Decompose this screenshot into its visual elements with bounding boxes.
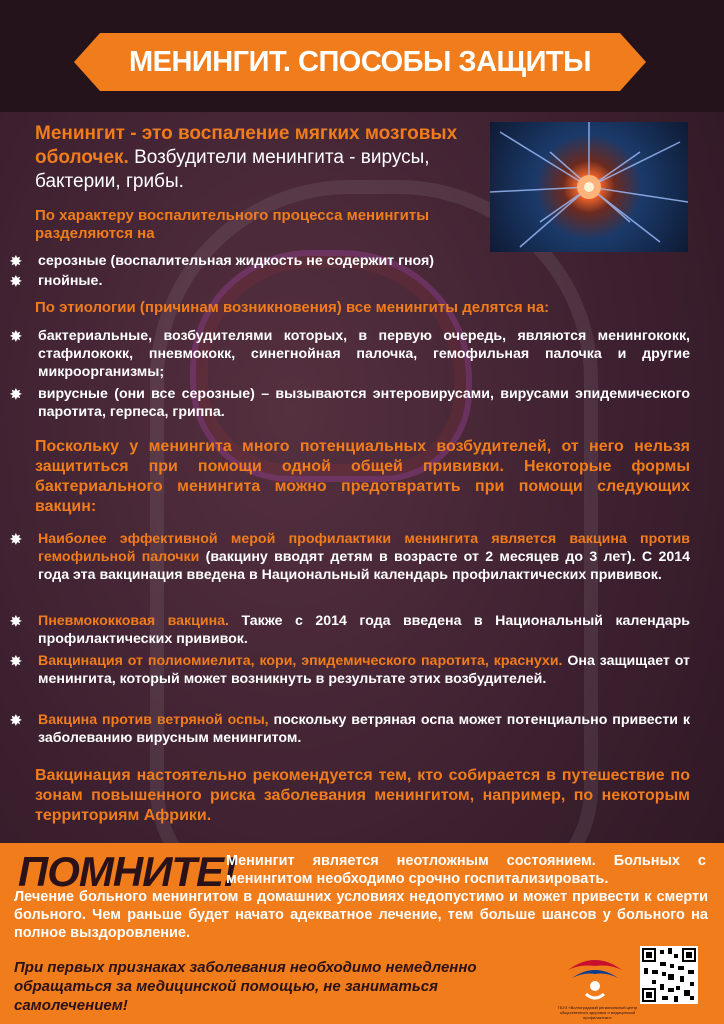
- bullet-icon: ✸: [10, 328, 22, 344]
- section3-heading: Поскольку у менингита много потенциальных возбудителей, от него нельзя защититься при помощи одной общей прививки. Некоторые формы бактериального менингита можно предотвратить при помощи следующих вакцин:: [35, 438, 690, 515]
- page-title: [100, 33, 620, 91]
- intro-pathogens: Возбудители менингита - вирусы, бактерии, грибы.: [35, 147, 430, 192]
- logo-caption: ГБУЗ «Волгоградский региональный центр общественного здоровья и медицинской профилактики»: [557, 1005, 638, 1020]
- list-item-text: бактериальные, возбудителями которых, в первую очередь, являются менингококк, стафилококк, пневмококк, синегнойная палочка, гемофильная палочка и другие микроорганизмы;: [38, 328, 690, 380]
- list-item: [10, 612, 691, 648]
- intro-definition: Менингит - это воспаление мягких мозговых оболочек.: [35, 123, 458, 168]
- list-item: [10, 273, 518, 289]
- qr-code[interactable]: [640, 946, 698, 1004]
- list-item-text: гнойные.: [38, 273, 103, 289]
- list-item: [10, 253, 518, 269]
- list-item: [10, 530, 691, 584]
- intro-block: [35, 122, 485, 194]
- title-part2: СПОСОБЫ ЗАЩИТЫ: [298, 46, 592, 78]
- title-part1: МЕНИНГИТ.: [128, 46, 291, 78]
- list-item: [10, 327, 690, 381]
- vaccine-description: (вакцину вводят детям в возрасте от 2 месяцев до 3 лет). С 2014 года эта вакцинация введена в Национальный календарь профилактических прививок.: [38, 549, 691, 583]
- list-item: [10, 711, 690, 747]
- vaccine-name: Наиболее эффективной мерой профилактики менингита является вакцина против гемофильной палочки: [38, 531, 690, 565]
- bullet-icon: ✸: [10, 712, 22, 728]
- bullet-icon: ✸: [10, 253, 22, 269]
- section2-heading: По этиологии (причинам возникновения) все менингиты делятся на:: [35, 299, 550, 316]
- vaccine-description: Она защищает от менингита, который может возникнуть в результате этих возбудителей.: [38, 653, 691, 687]
- remember-text-1: Менингит является неотложным состоянием. Больных с менингитом необходимо срочно госпитализировать.: [226, 853, 706, 887]
- remember-warning: При первых признаках заболевания необходимо немедленно обращаться за медицинской помощью, не заниматься самолечением!: [14, 959, 477, 1014]
- bullet-icon: ✸: [10, 386, 22, 402]
- list-item-text: серозные (воспалительная жидкость не содержит гноя): [38, 253, 435, 269]
- vaccine-name: Вакцинация от полиомиелита, кори, эпидемического паротита, краснухи.: [38, 653, 563, 669]
- vaccine-name: Пневмококковая вакцина.: [38, 613, 229, 629]
- bullet-icon: ✸: [10, 531, 22, 547]
- bullet-icon: ✸: [10, 613, 22, 629]
- vaccine-description: Также с 2014 года введена в Национальный календарь профилактических прививок.: [38, 613, 691, 647]
- bullet-icon: ✸: [10, 653, 22, 669]
- vaccine-description: поскольку ветряная оспа может потенциально привести к заболеванию вирусным менингитом.: [38, 712, 690, 746]
- list-item: [10, 652, 691, 688]
- remember-text-2: Лечение больного менингитом в домашних условиях недопустимо и может привести к смерти больного. Чем раньше будет начато адекватное лечение, тем больше шансов у больного на полное выздоровление.: [14, 889, 708, 941]
- list-item: [10, 385, 690, 421]
- remember-label: ПОМНИТЕ!: [18, 848, 237, 895]
- list-item-text: вирусные (они все серозные) – вызываются энтеровирусами, вирусами эпидемического паротита, герпеса, гриппа.: [38, 386, 690, 420]
- neuron-image: [490, 122, 688, 252]
- section1-heading: По характеру воспалительного процесса менингиты разделяются на: [35, 207, 430, 242]
- vaccine-name: Вакцина против ветряной оспы,: [38, 712, 269, 728]
- bullet-icon: ✸: [10, 273, 22, 289]
- travel-recommendation: Вакцинация настоятельно рекомендуется тем, кто собирается в путешествие по зонам повышенного риска заболевания менингитом, например, по некоторым территориям Африки.: [35, 767, 690, 824]
